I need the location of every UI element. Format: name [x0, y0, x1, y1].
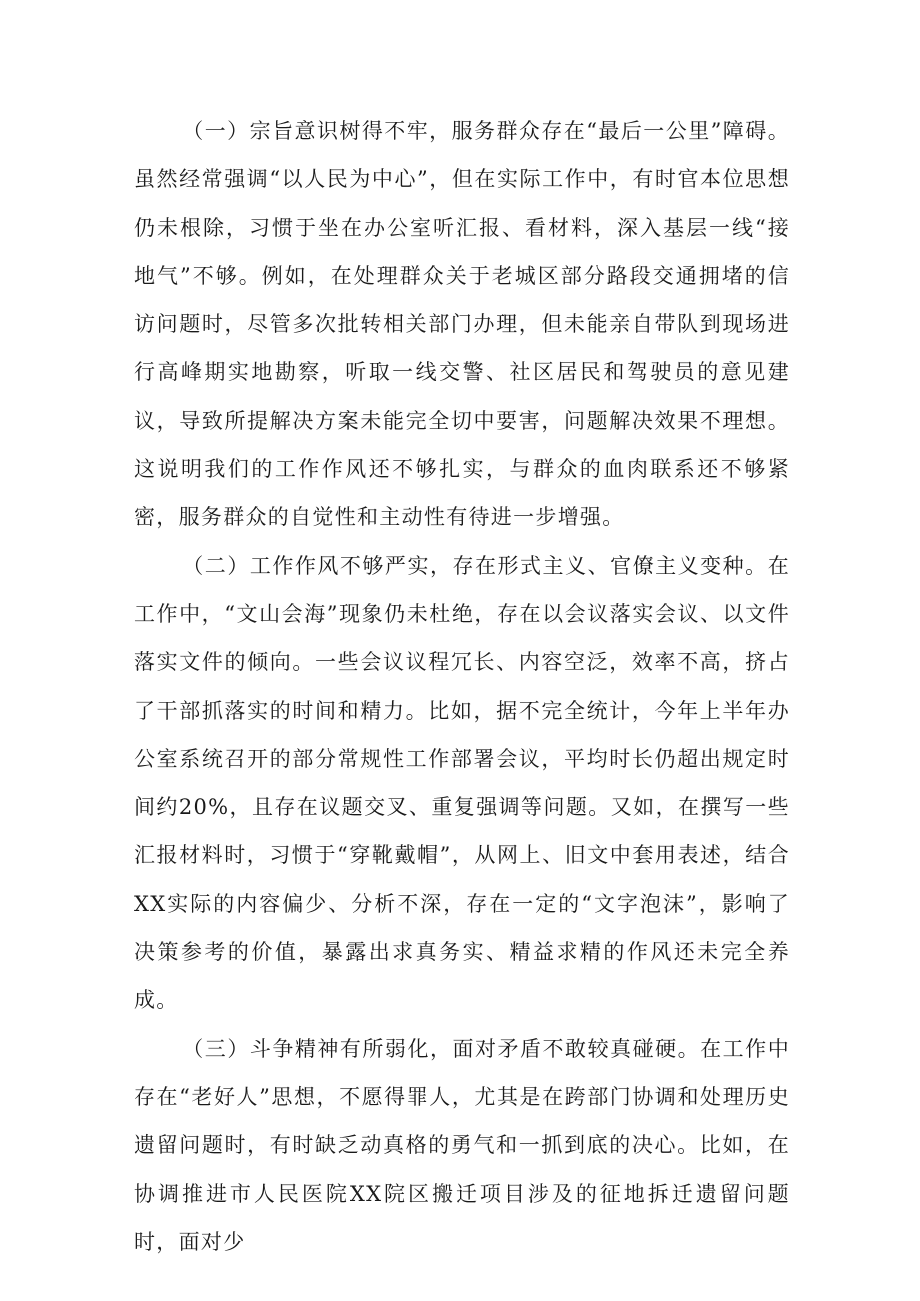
document-body	[134, 107, 790, 1266]
paragraph-1: （一）宗旨意识树得不牢，服务群众存在“最后一公里”障碍。虽然经常强调“以人民为中心”，但在实际工作中，有时官本位思想仍未根除，习惯于坐在办公室听汇报、看材料，深入基层一线“接地气”不够。例如，在处理群众关于老城区部分路段交通拥堵的信访问题时，尽管多次批转相关部门办理，但未能亲自带队到现场进行高峰期实地勘察，听取一线交警、社区居民和驾驶员的意见建议，导致所提解决方案未能完全切中要害，问题解决效果不理想。这说明我们的工作作风还不够扎实，与群众的血肉联系还不够紧密，服务群众的自觉性和主动性有待进一步增强。	[134, 119, 790, 530]
paragraph-2: （二）工作作风不够严实，存在形式主义、官僚主义变种。在工作中，“文山会海”现象仍未杜绝，存在以会议落实会议、以文件落实文件的倾向。一些会议议程冗长、内容空泛，效率不高，挤占了干部抓落实的时间和精力。比如，据不完全统计，今年上半年办公室系统召开的部分常规性工作部署会议，平均时长仍超出规定时间约20%，且存在议题交叉、重复强调等问题。又如，在撰写一些汇报材料时，习惯于“穿靴戴帽”，从网上、旧文中套用表述，结合XX实际的内容偏少、分析不深，存在一定的“文字泡沫”，影响了决策参考的价值，暴露出求真务实、精益求精的作风还未完全养成。	[134, 553, 790, 1013]
paragraph-3: （三）斗争精神有所弱化，面对矛盾不敢较真碰硬。在工作中存在“老好人”思想，不愿得罪人，尤其是在跨部门协调和处理历史遗留问题时，有时缺乏动真格的勇气和一抓到底的决心。比如，在协调推进市人民医院XX院区搬迁项目涉及的征地拆迁遗留问题时，面对少	[134, 1036, 790, 1254]
